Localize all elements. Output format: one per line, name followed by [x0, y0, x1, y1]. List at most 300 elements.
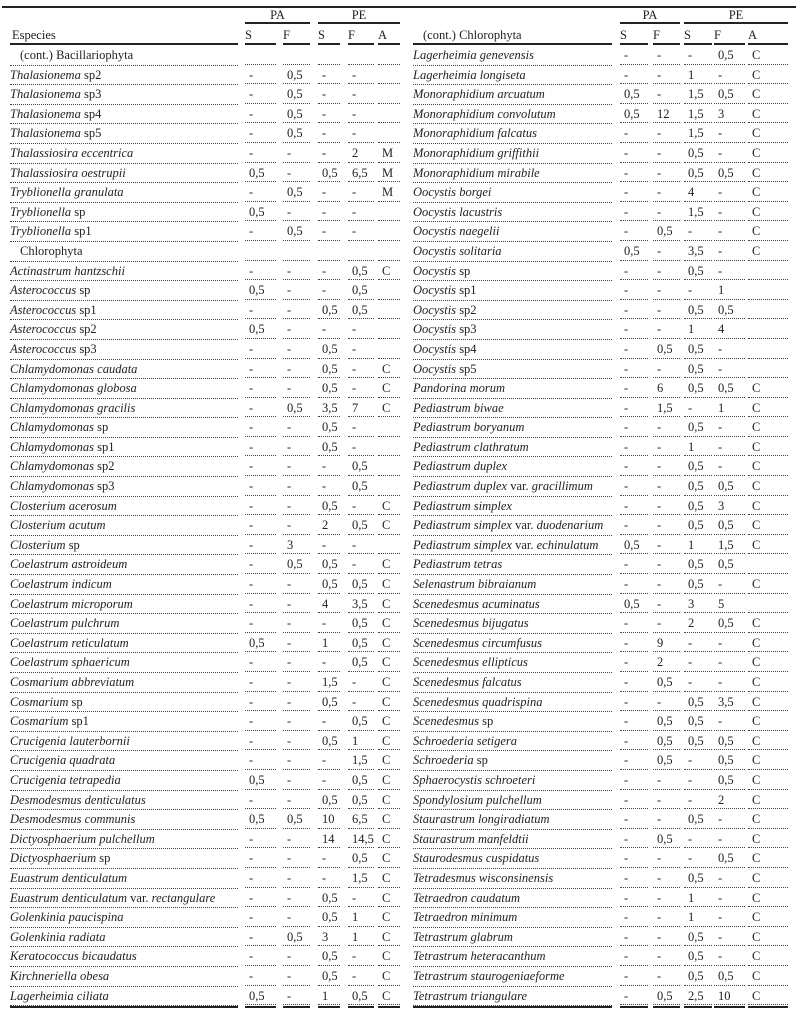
- species-name: [10, 653, 238, 673]
- value-pa-f: -: [653, 810, 680, 829]
- value-pa-f: -: [653, 281, 680, 300]
- value-pa-f: -: [653, 595, 680, 614]
- species-name: [10, 340, 238, 360]
- species-name: [10, 555, 238, 575]
- species-name-text: Oocystis sp1: [413, 283, 477, 298]
- value-pa-f: 0,5: [283, 222, 310, 241]
- value-pe-a: C: [748, 379, 788, 398]
- value-pa-f: -: [283, 516, 310, 535]
- group-header-pa: [620, 8, 680, 22]
- species-name-text: Chlamydomonas sp1: [10, 439, 115, 454]
- value-pe-f: -: [348, 947, 374, 966]
- value-pe-s: -: [318, 203, 340, 222]
- value-pa-f: 6: [653, 379, 680, 398]
- value-pe-s: 0,5: [318, 889, 340, 908]
- value-pa-s: -: [245, 457, 276, 476]
- value-pa-f: -: [283, 830, 310, 849]
- species-name: [10, 516, 238, 536]
- value-pa-f: -: [283, 477, 310, 496]
- value-pe-f: 1,5: [714, 536, 745, 555]
- value-pa-s: -: [245, 222, 276, 241]
- value-pe-s: -: [318, 320, 340, 339]
- value-pe-f: 3: [714, 105, 745, 124]
- value-pa-s: -: [245, 555, 276, 574]
- value-pe-s: 2: [318, 516, 340, 535]
- value-pe-f: -: [714, 928, 745, 947]
- value-pe-s: -: [684, 653, 712, 672]
- species-name-text: Dictyosphaerium sp: [10, 851, 111, 866]
- value-pa-f: -: [283, 379, 310, 398]
- value-pe-f: 0,5: [714, 477, 745, 496]
- value-pa-s: -: [245, 889, 276, 908]
- value-pa-s: -: [620, 301, 648, 320]
- value-pe-s: 0,5: [684, 516, 712, 535]
- species-name: [413, 751, 612, 771]
- species-name-text: Desmodesmus denticulatus: [10, 792, 146, 807]
- value-pe-a: C: [748, 203, 788, 222]
- value-pe-s: 0,5: [318, 164, 340, 183]
- value-pe-s: 0,5: [684, 457, 712, 476]
- species-name-text: Pediastrum simplex: [413, 498, 512, 513]
- value-pa-f: -: [653, 124, 680, 143]
- group-header-rule: [620, 22, 680, 24]
- value-pa-f: 0,5: [653, 712, 680, 731]
- value-pe-s: -: [684, 791, 712, 810]
- value-pa-s: -: [620, 732, 648, 751]
- value-pe-s: -: [684, 771, 712, 790]
- value-pe-s: 1: [684, 66, 712, 85]
- species-name-text: Euastrum denticulatum var. rectangulare: [10, 890, 216, 905]
- species-name-text: Lagerheimia longiseta: [413, 67, 526, 82]
- species-name: [10, 438, 238, 458]
- species-name: [413, 536, 612, 556]
- species-name-text: Closterium acerosum: [10, 498, 117, 513]
- value-pe-s: 1: [684, 908, 712, 927]
- species-name-text: Chlamydomonas globosa: [10, 381, 137, 396]
- value-pa-s: -: [620, 712, 648, 731]
- value-pe-s: -: [318, 124, 340, 143]
- value-pa-f: 0,5: [283, 124, 310, 143]
- species-name: [413, 477, 612, 497]
- species-name: [413, 124, 612, 144]
- value-pa-s: -: [620, 614, 648, 633]
- value-pe-f: 0,5: [348, 712, 374, 731]
- table-bottom-rule: [318, 1006, 340, 1008]
- value-pa-f: -: [283, 889, 310, 908]
- species-name: [10, 203, 238, 223]
- species-name: [10, 183, 238, 203]
- value-pe-s: 0,5: [318, 947, 340, 966]
- value-pe-a: C: [378, 987, 400, 1006]
- value-pe-a: [378, 418, 400, 437]
- species-name: [413, 614, 612, 634]
- value-pe-s: 1,5: [684, 105, 712, 124]
- value-pe-s: 0,5: [318, 497, 340, 516]
- value-pe-f: 3,5: [348, 595, 374, 614]
- value-pe-s: -: [318, 869, 340, 888]
- value-pe-a: [378, 85, 400, 104]
- value-pe-s: 1,5: [318, 673, 340, 692]
- table-bottom-rule: [653, 1006, 680, 1008]
- value-pa-s: [245, 242, 276, 261]
- value-pe-f: 5: [714, 595, 745, 614]
- value-pe-f: 0,5: [714, 85, 745, 104]
- species-name: [10, 928, 238, 948]
- value-pe-a: C: [378, 869, 400, 888]
- value-pe-a: C: [748, 105, 788, 124]
- value-pe-a: C: [378, 516, 400, 535]
- value-pa-f: -: [283, 947, 310, 966]
- species-name-text: Dictyosphaerium pulchellum: [10, 831, 155, 846]
- value-pe-s: 0,5: [684, 301, 712, 320]
- species-name: [10, 751, 238, 771]
- value-pa-s: -: [620, 497, 648, 516]
- value-pa-s: -: [620, 967, 648, 986]
- value-pe-f: 0,5: [714, 732, 745, 751]
- value-pa-f: 0,5: [283, 66, 310, 85]
- species-name: [10, 673, 238, 693]
- value-pa-f: -: [653, 889, 680, 908]
- species-name-text: Euastrum denticulatum: [10, 870, 128, 885]
- value-pa-s: -: [620, 379, 648, 398]
- value-pe-a: C: [378, 634, 400, 653]
- value-pe-s: 1: [318, 987, 340, 1006]
- value-pe-f: 0,5: [714, 301, 745, 320]
- value-pa-s: -: [620, 928, 648, 947]
- value-pe-s: 0,5: [684, 144, 712, 163]
- value-pa-f: 0,5: [653, 673, 680, 692]
- value-pe-s: 0,5: [684, 379, 712, 398]
- value-pe-s: 0,5: [318, 575, 340, 594]
- value-pe-a: [378, 281, 400, 300]
- value-pa-s: -: [620, 457, 648, 476]
- species-name-text: Golenkinia paucispina: [10, 910, 124, 925]
- value-pe-s: -: [318, 457, 340, 476]
- value-pa-f: -: [283, 340, 310, 359]
- value-pe-f: -: [714, 673, 745, 692]
- value-pe-s: 0,5: [684, 712, 712, 731]
- species-name: [10, 810, 238, 830]
- value-pe-s: 0,5: [684, 575, 712, 594]
- species-name-text: Asterococcus sp2: [10, 322, 97, 337]
- species-name-text: Asterococcus sp: [10, 283, 91, 298]
- table-bottom-rule: [714, 1006, 745, 1008]
- species-name: [413, 908, 612, 928]
- value-pa-s: -: [245, 379, 276, 398]
- value-pe-f: 0,5: [348, 614, 374, 633]
- species-name: [413, 947, 612, 967]
- value-pe-a: C: [378, 693, 400, 712]
- value-pe-a: C: [748, 418, 788, 437]
- species-name: [10, 889, 238, 909]
- species-name: [10, 164, 238, 184]
- species-name: [413, 46, 612, 66]
- species-name: [10, 242, 238, 262]
- species-name: [413, 281, 612, 301]
- value-pe-f: 0,5: [714, 967, 745, 986]
- value-pe-s: 1: [684, 320, 712, 339]
- value-pa-s: -: [620, 164, 648, 183]
- value-pa-f: 1,5: [653, 399, 680, 418]
- value-pe-f: -: [348, 536, 374, 555]
- value-pe-f: 6,5: [348, 810, 374, 829]
- value-pe-s: -: [684, 46, 712, 65]
- value-pe-f: -: [348, 85, 374, 104]
- value-pe-s: 3,5: [318, 399, 340, 418]
- value-pa-f: -: [283, 967, 310, 986]
- value-pe-f: 0,5: [714, 849, 745, 868]
- value-pe-a: C: [748, 222, 788, 241]
- value-pa-s: -: [245, 399, 276, 418]
- species-name-text: Thalasionema sp5: [10, 126, 102, 141]
- value-pe-s: 0,5: [684, 869, 712, 888]
- value-pa-f: -: [653, 183, 680, 202]
- value-pe-s: -: [318, 771, 340, 790]
- value-pa-f: -: [283, 595, 310, 614]
- group-header-rule: [684, 22, 788, 24]
- species-name: [413, 183, 612, 203]
- species-name: [413, 418, 612, 438]
- value-pa-s: -: [245, 693, 276, 712]
- value-pa-s: 0,5: [245, 987, 276, 1006]
- value-pa-s: -: [245, 575, 276, 594]
- value-pe-a: [378, 320, 400, 339]
- species-name: [413, 399, 612, 419]
- value-pa-f: -: [283, 791, 310, 810]
- species-name: [10, 987, 238, 1007]
- value-pa-f: 0,5: [653, 830, 680, 849]
- species-name-text: Monoraphidium convolutum: [413, 106, 556, 121]
- column-header-pe-a: A: [378, 25, 400, 44]
- value-pa-f: -: [283, 203, 310, 222]
- value-pe-s: -: [318, 751, 340, 770]
- value-pe-f: 1: [348, 732, 374, 751]
- species-name-text: Golenkinia radiata: [10, 929, 106, 944]
- value-pa-s: -: [245, 183, 276, 202]
- value-pe-f: -: [348, 438, 374, 457]
- species-name-text: Oocystis sp: [413, 263, 471, 278]
- value-pa-s: -: [620, 399, 648, 418]
- value-pa-s: -: [620, 771, 648, 790]
- value-pe-f: -: [714, 653, 745, 672]
- value-pa-f: -: [283, 144, 310, 163]
- value-pa-f: -: [653, 301, 680, 320]
- species-name: [10, 614, 238, 634]
- species-name: [413, 105, 612, 125]
- value-pe-a: C: [748, 144, 788, 163]
- value-pe-f: 1: [348, 908, 374, 927]
- value-pa-f: 0,5: [653, 751, 680, 770]
- value-pe-f: -: [714, 124, 745, 143]
- value-pe-a: C: [378, 575, 400, 594]
- value-pa-f: -: [653, 203, 680, 222]
- value-pa-f: -: [283, 751, 310, 770]
- value-pa-f: [283, 242, 310, 261]
- value-pa-s: 0,5: [245, 771, 276, 790]
- value-pe-a: [748, 281, 788, 300]
- value-pe-s: 0,5: [318, 438, 340, 457]
- value-pa-f: 0,5: [283, 928, 310, 947]
- value-pe-f: -: [714, 947, 745, 966]
- species-name: [10, 457, 238, 477]
- value-pe-f: 0,5: [348, 575, 374, 594]
- species-name-text: Oocystis sp2: [413, 302, 477, 317]
- value-pe-f: -: [714, 183, 745, 202]
- value-pa-s: -: [245, 536, 276, 555]
- group-header-rule: [318, 22, 400, 24]
- species-name: [10, 536, 238, 556]
- value-pa-f: 12: [653, 105, 680, 124]
- value-pa-s: -: [620, 693, 648, 712]
- species-name-text: Desmodesmus communis: [10, 812, 136, 827]
- species-name: [10, 712, 238, 732]
- value-pa-f: -: [653, 144, 680, 163]
- value-pe-a: C: [748, 849, 788, 868]
- value-pe-f: 0,5: [714, 46, 745, 65]
- value-pe-a: [378, 242, 400, 261]
- value-pa-f: -: [283, 360, 310, 379]
- value-pa-f: -: [653, 242, 680, 261]
- value-pe-s: -: [684, 281, 712, 300]
- species-name: [10, 418, 238, 438]
- value-pe-f: 0,5: [348, 477, 374, 496]
- species-name-text: Thalassiosira oestrupii: [10, 165, 126, 180]
- species-name-text: Closterium acutum: [10, 518, 106, 533]
- value-pe-s: -: [684, 399, 712, 418]
- value-pe-a: C: [748, 987, 788, 1006]
- species-name: [413, 144, 612, 164]
- species-name: [10, 281, 238, 301]
- table-bottom-rule: [748, 1006, 788, 1008]
- species-name: [10, 967, 238, 987]
- species-name-text: Scenedesmus bijugatus: [413, 616, 529, 631]
- value-pe-a: C: [748, 810, 788, 829]
- value-pe-s: -: [318, 105, 340, 124]
- value-pe-a: C: [748, 399, 788, 418]
- value-pe-f: -: [714, 712, 745, 731]
- value-pe-s: -: [318, 281, 340, 300]
- species-name: [10, 771, 238, 791]
- value-pa-s: 0,5: [620, 85, 648, 104]
- species-name-text: Thalasionema sp2: [10, 67, 102, 82]
- value-pa-s: -: [620, 320, 648, 339]
- species-name: [413, 164, 612, 184]
- value-pe-f: -: [714, 66, 745, 85]
- value-pa-f: -: [653, 849, 680, 868]
- value-pe-a: [378, 124, 400, 143]
- value-pe-s: 0,5: [318, 908, 340, 927]
- species-name: [10, 477, 238, 497]
- value-pe-f: 0,5: [714, 771, 745, 790]
- species-name: [413, 222, 612, 242]
- value-pe-f: -: [714, 634, 745, 653]
- value-pa-f: -: [653, 262, 680, 281]
- value-pe-a: C: [748, 183, 788, 202]
- value-pe-f: 0,5: [348, 516, 374, 535]
- value-pe-f: 2: [348, 144, 374, 163]
- value-pa-f: [283, 46, 310, 65]
- value-pe-a: C: [378, 732, 400, 751]
- value-pe-f: 14,5: [348, 830, 374, 849]
- table-bottom-rule: [10, 1006, 238, 1008]
- species-name: [413, 516, 612, 536]
- value-pe-s: -: [684, 222, 712, 241]
- value-pe-f: 0,5: [714, 614, 745, 633]
- value-pe-s: -: [318, 477, 340, 496]
- species-name-text: Chlamydomonas sp3: [10, 479, 115, 494]
- value-pa-f: -: [283, 732, 310, 751]
- value-pe-a: C: [378, 712, 400, 731]
- value-pe-f: -: [714, 203, 745, 222]
- value-pe-s: 0,5: [684, 732, 712, 751]
- value-pe-f: -: [714, 438, 745, 457]
- value-pa-s: -: [245, 908, 276, 927]
- value-pe-s: 0,5: [684, 947, 712, 966]
- species-name: [413, 497, 612, 517]
- species-name-text: Cosmarium sp1: [10, 714, 89, 729]
- value-pe-s: 1: [684, 889, 712, 908]
- value-pe-a: [748, 262, 788, 281]
- value-pa-s: -: [245, 85, 276, 104]
- value-pe-a: [378, 105, 400, 124]
- species-name: [10, 144, 238, 164]
- value-pe-s: 1: [684, 536, 712, 555]
- value-pa-s: -: [620, 634, 648, 653]
- species-name-text: Coelastrum sphaericum: [10, 655, 130, 670]
- value-pe-a: C: [748, 536, 788, 555]
- species-name-text: Tryblionella granulata: [10, 185, 124, 200]
- column-header-pa-f: F: [283, 25, 310, 44]
- value-pa-s: -: [620, 869, 648, 888]
- value-pa-f: -: [283, 418, 310, 437]
- species-name: [413, 869, 612, 889]
- value-pe-a: [378, 438, 400, 457]
- species-name-text: Coelastrum indicum: [10, 577, 112, 592]
- value-pe-s: 0,5: [318, 967, 340, 986]
- value-pe-a: C: [378, 555, 400, 574]
- value-pe-f: -: [348, 967, 374, 986]
- value-pa-f: -: [653, 516, 680, 535]
- value-pa-s: -: [245, 595, 276, 614]
- value-pe-a: C: [748, 947, 788, 966]
- group-header-pe: [684, 8, 788, 22]
- table-bottom-rule: [348, 1006, 374, 1008]
- value-pe-a: [378, 477, 400, 496]
- species-name-text: Cosmarium abbreviatum: [10, 675, 135, 689]
- value-pe-f: 1: [714, 281, 745, 300]
- value-pa-s: -: [620, 575, 648, 594]
- species-name: [413, 712, 612, 732]
- value-pe-a: C: [378, 810, 400, 829]
- species-name: [10, 693, 238, 713]
- value-pe-f: 1,5: [348, 751, 374, 770]
- value-pe-a: C: [748, 928, 788, 947]
- species-name: [413, 320, 612, 340]
- value-pe-f: 0,5: [348, 771, 374, 790]
- value-pa-s: -: [245, 653, 276, 672]
- value-pe-f: -: [714, 830, 745, 849]
- value-pa-s: [245, 46, 276, 65]
- value-pe-s: 0,5: [318, 555, 340, 574]
- species-name: [10, 105, 238, 125]
- value-pe-s: 0,5: [318, 732, 340, 751]
- value-pa-s: -: [245, 869, 276, 888]
- species-name: [10, 301, 238, 321]
- value-pa-s: -: [245, 418, 276, 437]
- species-name: [413, 66, 612, 86]
- species-name-text: Chlamydomonas gracilis: [10, 400, 136, 415]
- value-pe-a: C: [378, 967, 400, 986]
